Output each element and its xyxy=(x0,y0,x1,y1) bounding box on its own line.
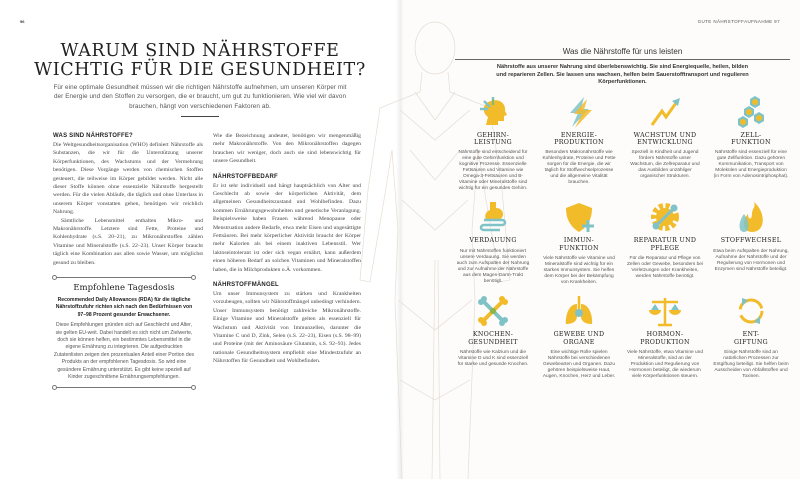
running-header-right: GUTE NÄHRSTOFFAUFNAHME 97 xyxy=(697,19,780,24)
box-divider xyxy=(55,387,193,388)
paragraph: Die Weltgesundheitsorganisation (WHO) definiert Nährstoffe als Substanzen, die wir für die Unterstützung unserer Körperfunktionen, des Wachstums und der Vermehrung benötigen. Diese Vorgänge werden von chemischen Stoffen gesteuert, die teilweise im Körper gebildet werden. Nicht alle dieser Stoffe können ohne essenzielle Nährstoffe hergestellt werden. Für die vielen Abläufe, die täglich und ohne Unterlass in unserem Körper vonstatten gehen, benötigen wir reichlich Nahrung. xyxy=(53,141,203,216)
item-text: Viele Nährstoffe, etwa Vitamine und Mineralstoffe, sind an der Produktion und Regulierung von Hormonen beteiligt, die wiederum viele Körperfunktionen steuern. xyxy=(627,349,703,379)
item-title: VERDAUUNG xyxy=(469,237,517,245)
page-number-left: 96 xyxy=(20,19,25,24)
section-title: Was die Nährstoffe für uns leisten xyxy=(562,47,683,56)
section-divider xyxy=(455,59,790,60)
nutrient-function-item xyxy=(541,200,617,286)
column-1 xyxy=(53,132,203,389)
paragraph: Sämtliche Lebensmittel enthalten Mikro- und Makronährstoffe. Letztere sind Fette, Proteine und Kohlenhydrate (s.S. 20–21), zu Mikronährstoffen zählen Vitamine und Mineralstoffe (s.S. 22–23). Unser Körper braucht täglich eine Kombination aus allen sowie Wasser, um möglichst gesund zu bleiben. xyxy=(53,217,203,266)
paragraph: Er ist sehr individuell und hängt hauptsächlich von Alter und Geschlecht ab sowie der körperlichen Aktivität, dem allgemeinen Gesundheitszustand und Wohlbefinden. Dazu kommen Ernährungsgewohnheiten und genetische Veranlagung. Beispielsweise haben Frauen während Menopause oder Menstruation andere Bedarfe, etwa mehr Eisen und ungesättigte Fettsäuren. Bei mehr körperlicher Aktivität braucht der Körper mehr Kalorien als bei einem inaktiven Lebensstil. Wer laktoseintolerant ist oder sich vegan ernährt, kann außerdem einen höheren Bedarf an solchen Vitaminen und Mineralstoffen haben, die in Milchprodukten o.Ä. vorkommen. xyxy=(213,182,361,273)
heading-nutrient-needs: NÄHRSTOFFBEDARF xyxy=(213,173,278,180)
title-divider xyxy=(181,116,219,117)
item-title: KNOCHEN- GESUNDHEIT xyxy=(468,331,518,346)
nutrient-function-item xyxy=(713,95,789,193)
intro-text: Für eine optimale Gesundheit müssen wir die richtigen Nährstoffe aufnehmen, um unseren Körper mit der Energie und den Stoffen zu versorgen, die er braucht, um gut zu funktionieren. Wie viel wir davon brauchen, hängt von verschiedenen Faktoren ab. xyxy=(53,84,347,110)
item-text: Viele Nährstoffe wie Vitamine und Mineralstoffe sind wichtig für ein starkes Immunsystem. Sie helfen dem Körper bei der Bekämpfung von Krankheiten. xyxy=(543,256,615,286)
nutrient-function-item xyxy=(541,294,617,380)
item-text: Nährstoffe wie Kalzium und die Vitamine D und K sind essenziell für starke und gesunde Knochen. xyxy=(457,349,529,367)
gear-wrench-icon xyxy=(648,200,682,234)
item-text: Nährstoffe sind essenziell für eine gute Zellfunktion. Dazu gehören Kommunikation, Transport von Molekülen und Energieproduktion (in Form von Adenosintriphosphat). xyxy=(713,150,789,180)
nutrient-functions-grid xyxy=(455,95,790,380)
item-title: REPARATUR UND PFLEGE xyxy=(633,237,697,252)
title-line-1: WARUM SIND NÄHRSTOFFE xyxy=(60,41,340,61)
text-columns xyxy=(53,132,386,389)
nutrient-function-item xyxy=(455,95,531,193)
box-divider xyxy=(55,277,193,278)
item-text: Speziell in Kindheit und Jugend fördern Nährstoffe unser Wachstum, die Zellreparatur und das Ausbilden unzähliger organischer Strukturen. xyxy=(630,150,700,180)
item-title: STOFFWECHSEL xyxy=(720,237,782,245)
item-title: ZELL- FUNKTION xyxy=(731,131,771,146)
item-title: GEHIRN- LEISTUNG xyxy=(473,131,513,146)
heading-nutrient-deficiency: NÄHRSTOFFMÄNGEL xyxy=(213,281,279,288)
item-title: IMMUN- FUNKTION xyxy=(559,237,599,252)
item-text: Nur mit Nährstoffen funktioniert unsere Verdauung. Sie werden auch zum Aufspalten der Nahrung und zur Aufnahme der Nährstoffe aus dem Magen-Darm-Trakt benötigt. xyxy=(456,248,530,284)
scales-icon xyxy=(648,294,682,328)
item-title: ENT- GIFTUNG xyxy=(733,331,769,346)
item-text: Eine wichtige Rolle spielen Nährstoffe bei verschiedenen Gewebearten und Organen. Dazu gehören beispielsweise Haut, Augen, Knochen, Herz und Leber. xyxy=(542,349,616,379)
nutrient-function-item xyxy=(541,95,617,193)
page-title xyxy=(14,42,386,80)
item-text: Etwa beim Aufspalten der Nahrung, Aufnahme der Nährstoffe und der Regulierung von Hormonen und Enzymen sind Nährstoffe beteiligt. xyxy=(713,248,789,272)
paragraph: Wie die Bezeichnung andeutet, benötigen wir mengenmäßig mehr Makronährstoffe. Von den Mikronährstoffen dagegen brauchen wir weniger, doch auch sie sind lebenswichtig für unsere Gesundheit. xyxy=(213,132,361,165)
item-title: HORMON- PRODUKTION xyxy=(640,331,690,346)
nutrient-function-item xyxy=(713,294,789,380)
box-lead: Recommended Daily Allowances (RDA) für die tägliche Nährstoffzufuhr richten sich nach den Bedürfnissen von 97–98 Prozent gesunder Erwachsener. xyxy=(55,296,193,318)
section-intro: Nährstoffe aus unserer Nahrung sind überlebenswichtig. Sie sind Energiequelle, heilen, bilden und reparieren Zellen. Sie lassen uns wachsen, helfen beim Sauerstofftransport und regulieren Körperfunktionen. xyxy=(496,64,749,85)
title-line-2: WICHTIG FÜR DIE GESUNDHEIT? xyxy=(34,60,366,80)
item-title: WACHSTUM UND ENTWICKLUNG xyxy=(633,131,697,146)
brain-head-icon xyxy=(476,95,510,129)
nutrient-function-item xyxy=(713,200,789,286)
shield-icon xyxy=(562,200,596,234)
cells-icon xyxy=(734,95,768,129)
lightning-icon xyxy=(562,95,596,129)
left-page-content xyxy=(14,42,386,388)
nutrient-function-item xyxy=(627,294,703,380)
item-text: Nährstoffe sind entscheidend für eine gute Gehirnfunktion und kognitive Prozesse. Essenzielle Fettsäuren und Vitamine wie Omega-3-Fettsäuren und B-Vitamine oder Mineralstoffe sind wichtig für ein gesundes Gehirn. xyxy=(458,150,528,192)
item-text: Einige Nährstoffe sind an natürlichen Prozessen zur Entgiftung beteiligt. Sie helfen beim Ausscheiden von Abfallstoffen und Toxinen. xyxy=(713,349,789,379)
column-2 xyxy=(213,132,361,389)
nutrient-function-item xyxy=(627,200,703,286)
paragraph: Um unser Immunsystem zu stärken und Krankheiten vorzubeugen, sollten wir Nährstoffmängel unbedingt verhindern. Unser Immunsystem benötigt zahlreiche Mikronährstoffe. Einige Vitamine und Mineralstoffe gelten als essenziell für Wachstum und Aktivität von Immunzellen, darunter die Vitamine C und D, Zink, Selen (s.S. 22–23), Eisen (s.S. 98–99) und Proteine (mit der Aminosäure Glutamin, s.S. 92–93). Jedes nationale Gesundheitssystem empfiehlt eine Mindestzufuhr an Nährstoffen für Gesundheit und Wohlbefinden. xyxy=(213,290,361,365)
item-title: ENERGIE- PRODUKTION xyxy=(554,131,604,146)
nutrient-function-item xyxy=(455,294,531,380)
item-text: Besonders Makronährstoffe wie Kohlenhydrate, Proteine und Fette sorgen für die Energie, die wir täglich für Stoffwechselprozesse und die allgemeine Vitalität brauchen. xyxy=(542,150,616,186)
cycle-arrows-icon xyxy=(734,294,768,328)
stomach-icon xyxy=(476,200,510,234)
box-title: Empfohlene Tagesdosis xyxy=(73,282,175,293)
flame-icon xyxy=(734,200,768,234)
nutrient-function-item xyxy=(627,95,703,193)
box-text: Diese Empfehlungen gründen sich auf Geschlecht und Alter, sie gelten EU-weit. Dabei handelt es sich nicht um Zielwerte, doch sie können helfen, ein bestimmtes Lebensmittel in die eigene Ernährung zu integrieren. Die aufgedruckten Zutatenlisten zeigen den prozentualen Anteil einer Portion des Produkts an der empfohlenen Tagesdosis. So wird eine gesündere Ernährung unterstützt. Es gibt keine speziell auf Kinder zugeschnittene Ernährungsempfehlungen. xyxy=(53,322,195,381)
lungs-icon xyxy=(562,294,596,328)
rda-box xyxy=(53,277,195,388)
nutrient-function-item xyxy=(455,200,531,286)
bones-icon xyxy=(476,294,510,328)
growth-arrow-icon xyxy=(648,95,682,129)
item-text: Für die Reparatur und Pflege von Zellen oder Gewebe, besonders bei Verletzungen oder Krankheiten, werden Nährstoffe benötigt. xyxy=(627,256,703,280)
item-title: GEWEBE UND ORGANE xyxy=(553,331,605,346)
right-page-content xyxy=(455,46,790,380)
heading-what-are-nutrients: WAS SIND NÄHRSTOFFE? xyxy=(53,132,133,139)
